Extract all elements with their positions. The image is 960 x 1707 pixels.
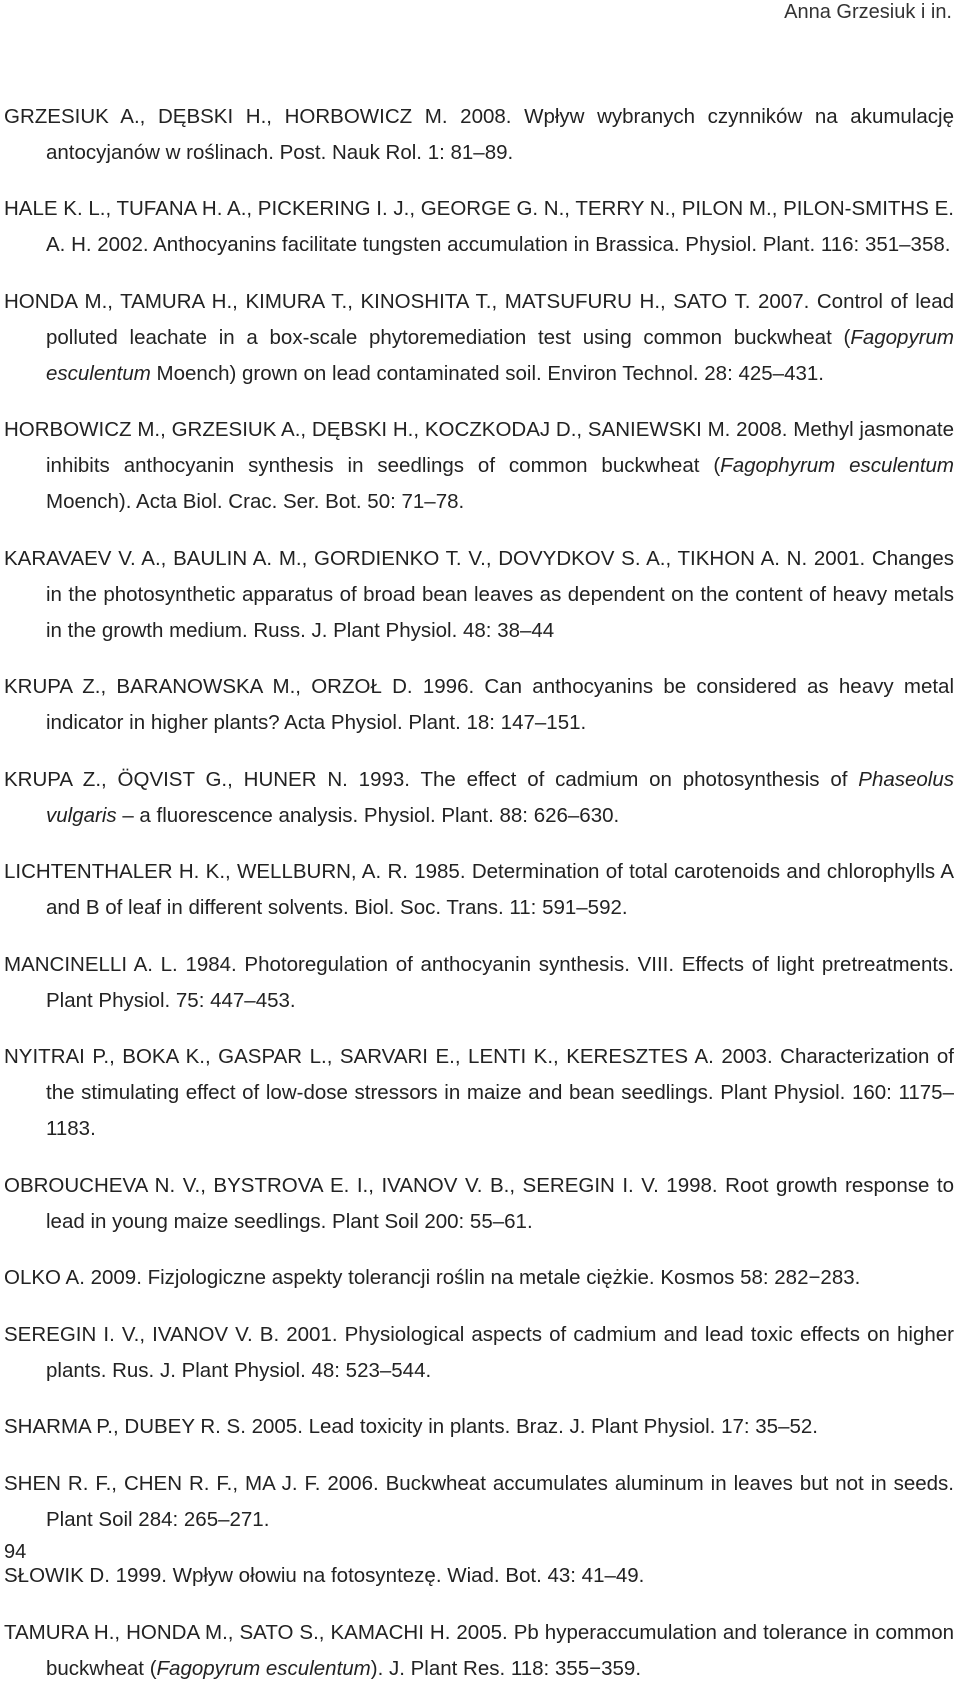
- ref-text: MANCINELLI A. L. 1984. Photoregulation of anthocyanin synthesis. VIII. Effects of light pretreatments. Plant Physiol. 75: 447–453.: [4, 952, 954, 1012]
- running-header: Anna Grzesiuk i in.: [784, 1, 952, 23]
- ref-text: HONDA M., TAMURA H., KIMURA T., KINOSHITA T., MATSUFURU H., SATO T. 2007. Control of lead polluted leachate in a box-scale phytoremediation test using common buckwheat (: [4, 289, 954, 349]
- reference-entry: [4, 762, 954, 834]
- ref-text: SHARMA P., DUBEY R. S. 2005. Lead toxicity in plants. Braz. J. Plant Physiol. 17: 35–52.: [4, 1415, 818, 1438]
- ref-text: OLKO A. 2009. Fizjologiczne aspekty tolerancji roślin na metale ciężkie. Kosmos 58: 282−283.: [4, 1266, 861, 1289]
- reference-entry: [4, 1039, 954, 1147]
- reference-entry: [4, 1558, 954, 1594]
- reference-entry: [4, 947, 954, 1019]
- ref-species-name: Fagopyrum esculentum: [156, 1656, 371, 1680]
- ref-text: TAMURA H., HONDA M., SATO S., KAMACHI H. 2005. Pb hyperaccumulation and tolerance in common buckwheat (: [4, 1620, 954, 1680]
- reference-entry: [4, 854, 954, 926]
- ref-text: SHEN R. F., CHEN R. F., MA J. F. 2006. Buckwheat accumulates aluminum in leaves but not in seeds. Plant Soil 284: 265–271.: [4, 1471, 954, 1531]
- ref-text: NYITRAI P., BOKA K., GASPAR L., SARVARI E., LENTI K., KERESZTES A. 2003. Characterization of the stimulating effect of low-dose stressors in maize and bean seedlings. Plant Physiol. 160: 1175–1183.: [4, 1045, 954, 1140]
- ref-species-name: Phaseolus vulgaris: [46, 767, 954, 827]
- ref-text: KARAVAEV V. A., BAULIN A. M., GORDIENKO T. V., DOVYDKOV S. A., TIKHON A. N. 2001. Changes in the photosynthetic apparatus of broad bean leaves as dependent on the content of heavy metals in the growth medium. Russ. J. Plant Physiol. 48: 38–44: [4, 546, 954, 642]
- ref-text: GRZESIUK A., DĘBSKI H., HORBOWICZ M. 2008. Wpływ wybranych czynników na akumulację antocyjanów w roślinach. Post. Nauk Rol. 1: 81–89.: [4, 104, 954, 164]
- ref-species-name: Fagophyrum esculentum: [720, 454, 954, 477]
- reference-entry: [4, 191, 954, 263]
- ref-text: SŁOWIK D. 1999. Wpływ ołowiu na fotosyntezę. Wiad. Bot. 43: 41–49.: [4, 1564, 645, 1587]
- ref-text: LICHTENTHALER H. K., WELLBURN, A. R. 1985. Determination of total carotenoids and chlorophylls A and B of leaf in different solvents. Biol. Soc. Trans. 11: 591–592.: [4, 860, 954, 919]
- ref-text: OBROUCHEVA N. V., BYSTROVA E. I., IVANOV V. B., SEREGIN I. V. 1998. Root growth response to lead in young maize seedlings. Plant Soil 200: 55–61.: [4, 1173, 954, 1233]
- ref-text: HALE K. L., TUFANA H. A., PICKERING I. J., GEORGE G. N., TERRY N., PILON M., PILON-SMITHS E. A. H. 2002. Anthocyanins facilitate tungsten accumulation in Brassica. Physiol. Plant. 116: 351–358.: [4, 197, 954, 256]
- ref-text: Moench). Acta Biol. Crac. Ser. Bot. 50: 71–78.: [46, 490, 465, 513]
- reference-entry: [4, 412, 954, 520]
- ref-text: HORBOWICZ M., GRZESIUK A., DĘBSKI H., KOCZKODAJ D., SANIEWSKI M. 2008. Methyl jasmonate inhibits anthocyanin synthesis in seedlings of common buckwheat (: [4, 418, 954, 477]
- reference-entry: [4, 541, 954, 649]
- reference-entry: [4, 1260, 954, 1296]
- reference-entry: [4, 1317, 954, 1389]
- page-number: 94: [4, 1541, 27, 1563]
- reference-entry: [4, 99, 954, 171]
- ref-text: KRUPA Z., BARANOWSKA M., ORZOŁ D. 1996. Can anthocyanins be considered as heavy metal indicator in higher plants? Acta Physiol. Plant. 18: 147–151.: [4, 675, 954, 734]
- ref-species-name: Fagopyrum esculentum: [46, 325, 954, 385]
- reference-entry: [4, 669, 954, 741]
- reference-entry: [4, 1409, 954, 1445]
- ref-text: SEREGIN I. V., IVANOV V. B. 2001. Physiological aspects of cadmium and lead toxic effects on higher plants. Rus. J. Plant Physiol. 48: 523–544.: [4, 1322, 954, 1382]
- reference-entry: [4, 1615, 954, 1687]
- ref-text: Moench) grown on lead contaminated soil. Environ Technol. 28: 425–431.: [150, 361, 824, 385]
- ref-text: ). J. Plant Res. 118: 355−359.: [370, 1656, 642, 1680]
- ref-text: – a fluorescence analysis. Physiol. Plant. 88: 626–630.: [116, 803, 620, 827]
- reference-list: [4, 78, 954, 1707]
- reference-entry: [4, 1168, 954, 1240]
- ref-text: KRUPA Z., ÖQVIST G., HUNER N. 1993. The effect of cadmium on photosynthesis of: [4, 767, 859, 791]
- reference-entry: [4, 284, 954, 392]
- reference-entry: [4, 1466, 954, 1538]
